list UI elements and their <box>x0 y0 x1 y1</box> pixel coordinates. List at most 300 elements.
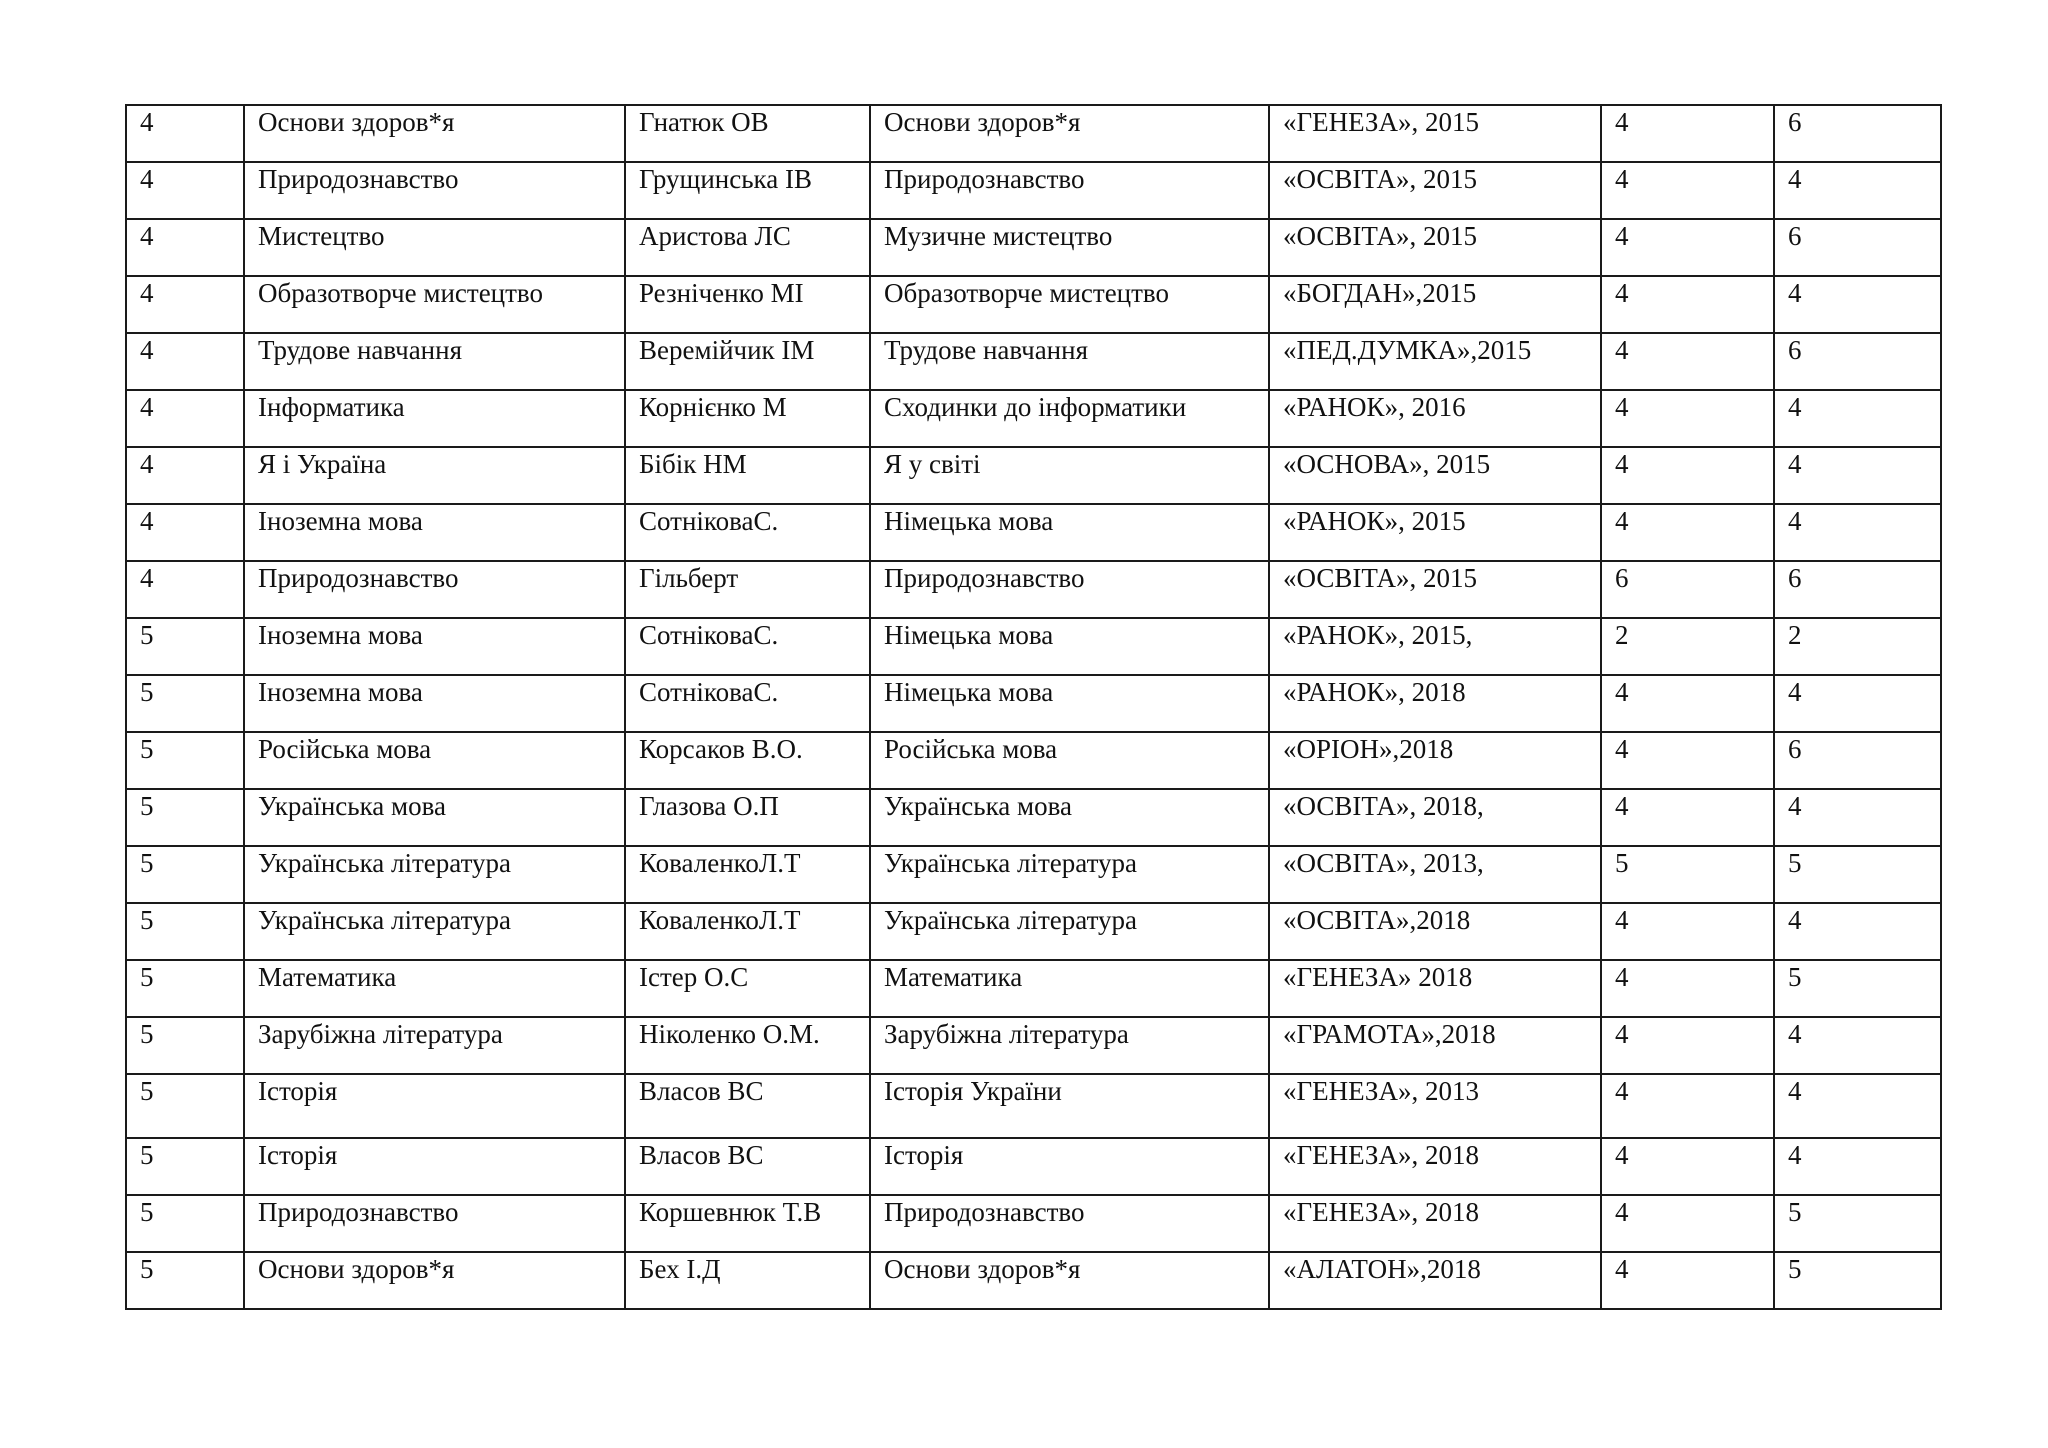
table-row <box>126 162 1941 219</box>
cell-column-7-text: 4 <box>1788 1140 1802 1170</box>
cell-grade-text: 5 <box>140 1254 154 1284</box>
cell-grade <box>126 1252 244 1309</box>
cell-publisher-text: «РАНОК», 2016 <box>1283 392 1466 422</box>
cell-author <box>625 846 870 903</box>
cell-grade <box>126 105 244 162</box>
cell-publisher <box>1269 1074 1601 1138</box>
cell-grade-text: 4 <box>140 563 154 593</box>
cell-grade <box>126 276 244 333</box>
cell-subject-text: Українська література <box>258 905 512 935</box>
cell-title-text: Російська мова <box>884 734 1058 764</box>
cell-subject-text: Я і Україна <box>258 449 387 479</box>
cell-column-6-text: 4 <box>1615 962 1629 992</box>
cell-author <box>625 333 870 390</box>
cell-grade <box>126 333 244 390</box>
cell-title-text: Музичне мистецтво <box>884 221 1113 251</box>
cell-column-7 <box>1774 903 1941 960</box>
cell-column-7-text: 4 <box>1788 1076 1802 1106</box>
cell-column-7 <box>1774 1074 1941 1138</box>
cell-publisher <box>1269 105 1601 162</box>
cell-grade <box>126 1017 244 1074</box>
cell-grade <box>126 1074 244 1138</box>
cell-column-7 <box>1774 960 1941 1017</box>
cell-grade-text: 4 <box>140 506 154 536</box>
cell-column-6-text: 4 <box>1615 1140 1629 1170</box>
cell-column-7 <box>1774 333 1941 390</box>
cell-title-text: Українська мова <box>884 791 1072 821</box>
cell-column-7 <box>1774 561 1941 618</box>
cell-author-text: Аристова ЛС <box>639 221 791 251</box>
cell-publisher <box>1269 219 1601 276</box>
cell-subject-text: Російська мова <box>258 734 432 764</box>
cell-author <box>625 789 870 846</box>
cell-title <box>870 276 1269 333</box>
table-row <box>126 276 1941 333</box>
cell-publisher <box>1269 561 1601 618</box>
cell-column-6-text: 5 <box>1615 848 1629 878</box>
cell-author <box>625 390 870 447</box>
cell-author <box>625 162 870 219</box>
cell-column-7 <box>1774 1017 1941 1074</box>
cell-title <box>870 390 1269 447</box>
cell-subject <box>244 219 625 276</box>
cell-author <box>625 219 870 276</box>
cell-subject-text: Іноземна мова <box>258 620 423 650</box>
cell-column-6-text: 4 <box>1615 164 1629 194</box>
table-row <box>126 1017 1941 1074</box>
cell-title-text: Німецька мова <box>884 677 1054 707</box>
cell-column-6 <box>1601 960 1774 1017</box>
cell-publisher <box>1269 1252 1601 1309</box>
cell-subject-text: Основи здоров*я <box>258 1254 455 1284</box>
cell-column-7 <box>1774 504 1941 561</box>
cell-title <box>870 219 1269 276</box>
cell-publisher-text: «РАНОК», 2015, <box>1283 620 1473 650</box>
cell-column-6 <box>1601 846 1774 903</box>
cell-subject-text: Образотворче мистецтво <box>258 278 543 308</box>
cell-grade <box>126 960 244 1017</box>
cell-column-7-text: 6 <box>1788 221 1802 251</box>
cell-publisher-text: «АЛАТОН»,2018 <box>1283 1254 1481 1284</box>
table-row <box>126 390 1941 447</box>
cell-column-6 <box>1601 1195 1774 1252</box>
cell-author-text: Власов ВС <box>639 1140 764 1170</box>
cell-column-6-text: 2 <box>1615 620 1629 650</box>
cell-author-text: Власов ВС <box>639 1076 764 1106</box>
cell-subject <box>244 276 625 333</box>
cell-grade <box>126 846 244 903</box>
cell-subject <box>244 1195 625 1252</box>
cell-author-text: Гільберт <box>639 563 739 593</box>
cell-grade-text: 4 <box>140 449 154 479</box>
cell-column-6 <box>1601 1017 1774 1074</box>
cell-publisher-text: «ОСВІТА», 2015 <box>1283 563 1477 593</box>
cell-subject <box>244 1074 625 1138</box>
cell-column-7 <box>1774 105 1941 162</box>
cell-title-text: Німецька мова <box>884 620 1054 650</box>
cell-grade-text: 5 <box>140 1019 154 1049</box>
cell-grade <box>126 1138 244 1195</box>
cell-column-7 <box>1774 1138 1941 1195</box>
cell-column-7-text: 4 <box>1788 905 1802 935</box>
cell-grade-text: 5 <box>140 1076 154 1106</box>
cell-subject-text: Трудове навчання <box>258 335 463 365</box>
cell-grade-text: 5 <box>140 1197 154 1227</box>
cell-column-6-text: 4 <box>1615 1254 1629 1284</box>
cell-publisher <box>1269 789 1601 846</box>
cell-publisher <box>1269 1017 1601 1074</box>
cell-title <box>870 105 1269 162</box>
table-row <box>126 618 1941 675</box>
cell-column-7-text: 6 <box>1788 563 1802 593</box>
cell-title <box>870 504 1269 561</box>
table-row <box>126 1252 1941 1309</box>
cell-publisher-text: «ГЕНЕЗА», 2015 <box>1283 107 1479 137</box>
cell-title <box>870 447 1269 504</box>
cell-column-6-text: 4 <box>1615 905 1629 935</box>
cell-column-7-text: 5 <box>1788 848 1802 878</box>
cell-subject <box>244 960 625 1017</box>
cell-column-7-text: 4 <box>1788 677 1802 707</box>
table-row <box>126 219 1941 276</box>
cell-column-7 <box>1774 1195 1941 1252</box>
cell-author <box>625 1138 870 1195</box>
table-row <box>126 846 1941 903</box>
cell-grade <box>126 903 244 960</box>
cell-title-text: Зарубіжна література <box>884 1019 1129 1049</box>
cell-column-7 <box>1774 618 1941 675</box>
cell-column-6-text: 4 <box>1615 221 1629 251</box>
cell-column-6 <box>1601 1138 1774 1195</box>
cell-author <box>625 561 870 618</box>
cell-column-6-text: 4 <box>1615 449 1629 479</box>
cell-subject <box>244 390 625 447</box>
cell-author-text: Коршевнюк Т.В <box>639 1197 822 1227</box>
cell-author <box>625 903 870 960</box>
cell-author-text: СотніковаС. <box>639 677 779 707</box>
cell-column-7 <box>1774 789 1941 846</box>
table-row <box>126 675 1941 732</box>
cell-publisher-text: «ГЕНЕЗА», 2018 <box>1283 1197 1479 1227</box>
cell-column-6 <box>1601 162 1774 219</box>
table-row <box>126 561 1941 618</box>
cell-publisher <box>1269 846 1601 903</box>
cell-column-7 <box>1774 846 1941 903</box>
cell-subject-text: Мистецтво <box>258 221 385 251</box>
cell-column-6 <box>1601 504 1774 561</box>
cell-column-6 <box>1601 732 1774 789</box>
cell-column-6-text: 4 <box>1615 506 1629 536</box>
textbook-table <box>125 104 1942 1310</box>
cell-title-text: Образотворче мистецтво <box>884 278 1169 308</box>
cell-author-text: СотніковаС. <box>639 506 779 536</box>
cell-publisher-text: «РАНОК», 2018 <box>1283 677 1466 707</box>
cell-subject-text: Природознавство <box>258 563 459 593</box>
cell-column-6 <box>1601 390 1774 447</box>
cell-title-text: Сходинки до інформатики <box>884 392 1187 422</box>
cell-subject <box>244 675 625 732</box>
cell-publisher <box>1269 960 1601 1017</box>
cell-grade-text: 5 <box>140 1140 154 1170</box>
cell-subject <box>244 561 625 618</box>
cell-subject <box>244 1017 625 1074</box>
table-row <box>126 504 1941 561</box>
cell-title <box>870 1138 1269 1195</box>
cell-title-text: Історія <box>884 1140 964 1170</box>
cell-grade-text: 5 <box>140 734 154 764</box>
cell-column-7 <box>1774 732 1941 789</box>
cell-subject <box>244 618 625 675</box>
cell-title <box>870 903 1269 960</box>
table-row <box>126 447 1941 504</box>
cell-column-7-text: 4 <box>1788 1019 1802 1049</box>
cell-subject-text: Іноземна мова <box>258 506 423 536</box>
cell-publisher <box>1269 732 1601 789</box>
cell-publisher-text: «ГЕНЕЗА», 2018 <box>1283 1140 1479 1170</box>
cell-publisher-text: «ОСВІТА», 2013, <box>1283 848 1484 878</box>
cell-column-7-text: 4 <box>1788 392 1802 422</box>
cell-author <box>625 1195 870 1252</box>
table-row <box>126 903 1941 960</box>
cell-grade-text: 4 <box>140 335 154 365</box>
cell-grade-text: 5 <box>140 848 154 878</box>
table-body <box>126 105 1941 1309</box>
cell-author <box>625 1017 870 1074</box>
cell-publisher <box>1269 504 1601 561</box>
cell-title-text: Трудове навчання <box>884 335 1089 365</box>
cell-publisher-text: «ГЕНЕЗА», 2013 <box>1283 1076 1479 1106</box>
table-row <box>126 789 1941 846</box>
cell-grade-text: 4 <box>140 164 154 194</box>
cell-subject <box>244 447 625 504</box>
cell-column-7 <box>1774 675 1941 732</box>
cell-grade-text: 4 <box>140 392 154 422</box>
cell-subject <box>244 162 625 219</box>
cell-author <box>625 1074 870 1138</box>
cell-author <box>625 504 870 561</box>
cell-subject-text: Природознавство <box>258 164 459 194</box>
cell-column-6 <box>1601 1074 1774 1138</box>
cell-title <box>870 675 1269 732</box>
cell-column-6 <box>1601 561 1774 618</box>
cell-title-text: Природознавство <box>884 164 1085 194</box>
cell-column-6-text: 4 <box>1615 677 1629 707</box>
cell-column-6-text: 4 <box>1615 734 1629 764</box>
cell-publisher <box>1269 333 1601 390</box>
cell-title-text: Історія України <box>884 1076 1062 1106</box>
cell-publisher-text: «ГЕНЕЗА» 2018 <box>1283 962 1473 992</box>
cell-publisher <box>1269 618 1601 675</box>
cell-column-6-text: 4 <box>1615 791 1629 821</box>
cell-subject-text: Іноземна мова <box>258 677 423 707</box>
cell-column-7-text: 5 <box>1788 962 1802 992</box>
cell-column-6-text: 4 <box>1615 335 1629 365</box>
cell-publisher <box>1269 1195 1601 1252</box>
cell-title-text: Природознавство <box>884 563 1085 593</box>
cell-grade-text: 5 <box>140 677 154 707</box>
cell-author-text: Ніколенко О.М. <box>639 1019 820 1049</box>
cell-title <box>870 846 1269 903</box>
cell-subject <box>244 732 625 789</box>
cell-publisher-text: «ПЕД.ДУМКА»,2015 <box>1283 335 1532 365</box>
cell-column-7 <box>1774 447 1941 504</box>
cell-author-text: Резніченко МІ <box>639 278 804 308</box>
cell-title <box>870 1252 1269 1309</box>
cell-title <box>870 333 1269 390</box>
cell-publisher <box>1269 675 1601 732</box>
cell-subject <box>244 504 625 561</box>
cell-title <box>870 1195 1269 1252</box>
cell-publisher <box>1269 903 1601 960</box>
cell-title-text: Математика <box>884 962 1023 992</box>
cell-column-7-text: 5 <box>1788 1254 1802 1284</box>
cell-column-6 <box>1601 276 1774 333</box>
cell-author-text: Глазова О.П <box>639 791 779 821</box>
cell-publisher-text: «РАНОК», 2015 <box>1283 506 1466 536</box>
cell-author-text: Корнієнко М <box>639 392 787 422</box>
cell-publisher-text: «ОРІОН»,2018 <box>1283 734 1454 764</box>
cell-title-text: Основи здоров*я <box>884 1254 1081 1284</box>
cell-author <box>625 105 870 162</box>
cell-author <box>625 960 870 1017</box>
cell-author-text: КоваленкоЛ.Т <box>639 848 801 878</box>
cell-grade <box>126 390 244 447</box>
cell-column-7-text: 4 <box>1788 791 1802 821</box>
cell-column-6 <box>1601 1252 1774 1309</box>
cell-publisher-text: «ОСНОВА», 2015 <box>1283 449 1491 479</box>
cell-column-6-text: 4 <box>1615 278 1629 308</box>
cell-publisher-text: «ОСВІТА», 2018, <box>1283 791 1484 821</box>
cell-column-6-text: 4 <box>1615 1076 1629 1106</box>
cell-subject-text: Зарубіжна література <box>258 1019 503 1049</box>
cell-grade <box>126 447 244 504</box>
cell-publisher-text: «ОСВІТА»,2018 <box>1283 905 1471 935</box>
cell-author-text: Істер О.С <box>639 962 749 992</box>
cell-author-text: Бібік НМ <box>639 449 747 479</box>
cell-grade-text: 5 <box>140 905 154 935</box>
cell-column-7-text: 2 <box>1788 620 1802 650</box>
cell-grade-text: 4 <box>140 278 154 308</box>
cell-grade <box>126 162 244 219</box>
cell-subject-text: Математика <box>258 962 397 992</box>
cell-grade <box>126 675 244 732</box>
cell-subject-text: Природознавство <box>258 1197 459 1227</box>
cell-grade <box>126 618 244 675</box>
cell-subject-text: Українська мова <box>258 791 446 821</box>
cell-publisher-text: «ОСВІТА», 2015 <box>1283 221 1477 251</box>
cell-grade <box>126 789 244 846</box>
table-row <box>126 732 1941 789</box>
cell-author <box>625 276 870 333</box>
cell-title <box>870 789 1269 846</box>
cell-author <box>625 732 870 789</box>
cell-author <box>625 1252 870 1309</box>
cell-column-7-text: 6 <box>1788 107 1802 137</box>
table-row <box>126 960 1941 1017</box>
cell-publisher-text: «ОСВІТА», 2015 <box>1283 164 1477 194</box>
cell-grade <box>126 219 244 276</box>
cell-title-text: Українська література <box>884 848 1138 878</box>
cell-title-text: Німецька мова <box>884 506 1054 536</box>
cell-subject-text: Основи здоров*я <box>258 107 455 137</box>
cell-publisher <box>1269 390 1601 447</box>
cell-author <box>625 675 870 732</box>
cell-subject <box>244 1138 625 1195</box>
cell-author <box>625 447 870 504</box>
cell-grade-text: 4 <box>140 107 154 137</box>
cell-author <box>625 618 870 675</box>
cell-grade-text: 5 <box>140 620 154 650</box>
cell-column-6 <box>1601 219 1774 276</box>
cell-column-7-text: 4 <box>1788 449 1802 479</box>
table-row <box>126 105 1941 162</box>
cell-column-6 <box>1601 903 1774 960</box>
cell-subject-text: Історія <box>258 1140 338 1170</box>
cell-column-6 <box>1601 789 1774 846</box>
cell-title <box>870 732 1269 789</box>
cell-title-text: Основи здоров*я <box>884 107 1081 137</box>
table-row <box>126 333 1941 390</box>
cell-column-6-text: 4 <box>1615 392 1629 422</box>
cell-title-text: Природознавство <box>884 1197 1085 1227</box>
cell-title <box>870 1074 1269 1138</box>
cell-column-7-text: 6 <box>1788 734 1802 764</box>
cell-title <box>870 618 1269 675</box>
cell-grade <box>126 732 244 789</box>
cell-title <box>870 1017 1269 1074</box>
cell-subject <box>244 903 625 960</box>
cell-column-6 <box>1601 447 1774 504</box>
cell-title <box>870 162 1269 219</box>
cell-grade-text: 5 <box>140 791 154 821</box>
cell-author-text: Бех І.Д <box>639 1254 721 1284</box>
table-row <box>126 1138 1941 1195</box>
cell-column-7 <box>1774 219 1941 276</box>
cell-subject <box>244 846 625 903</box>
cell-subject-text: Історія <box>258 1076 338 1106</box>
cell-subject <box>244 105 625 162</box>
cell-subject-text: Інформатика <box>258 392 405 422</box>
cell-column-6 <box>1601 618 1774 675</box>
cell-publisher <box>1269 1138 1601 1195</box>
cell-column-7-text: 4 <box>1788 506 1802 536</box>
cell-column-7 <box>1774 276 1941 333</box>
cell-title-text: Українська література <box>884 905 1138 935</box>
cell-author-text: Веремійчик ІМ <box>639 335 815 365</box>
cell-title-text: Я у світі <box>884 449 981 479</box>
cell-title <box>870 960 1269 1017</box>
cell-column-6 <box>1601 105 1774 162</box>
cell-grade <box>126 1195 244 1252</box>
cell-column-6-text: 6 <box>1615 563 1629 593</box>
cell-author-text: Грущинська ІВ <box>639 164 812 194</box>
cell-author-text: КоваленкоЛ.Т <box>639 905 801 935</box>
cell-column-6-text: 4 <box>1615 107 1629 137</box>
cell-subject <box>244 333 625 390</box>
cell-column-7 <box>1774 390 1941 447</box>
table-row <box>126 1074 1941 1138</box>
cell-column-7-text: 4 <box>1788 164 1802 194</box>
cell-column-6-text: 4 <box>1615 1019 1629 1049</box>
cell-column-6 <box>1601 675 1774 732</box>
cell-publisher <box>1269 447 1601 504</box>
table-row <box>126 1195 1941 1252</box>
cell-column-6-text: 4 <box>1615 1197 1629 1227</box>
cell-column-7-text: 6 <box>1788 335 1802 365</box>
cell-column-7 <box>1774 1252 1941 1309</box>
cell-subject-text: Українська література <box>258 848 512 878</box>
cell-author-text: Гнатюк ОВ <box>639 107 769 137</box>
